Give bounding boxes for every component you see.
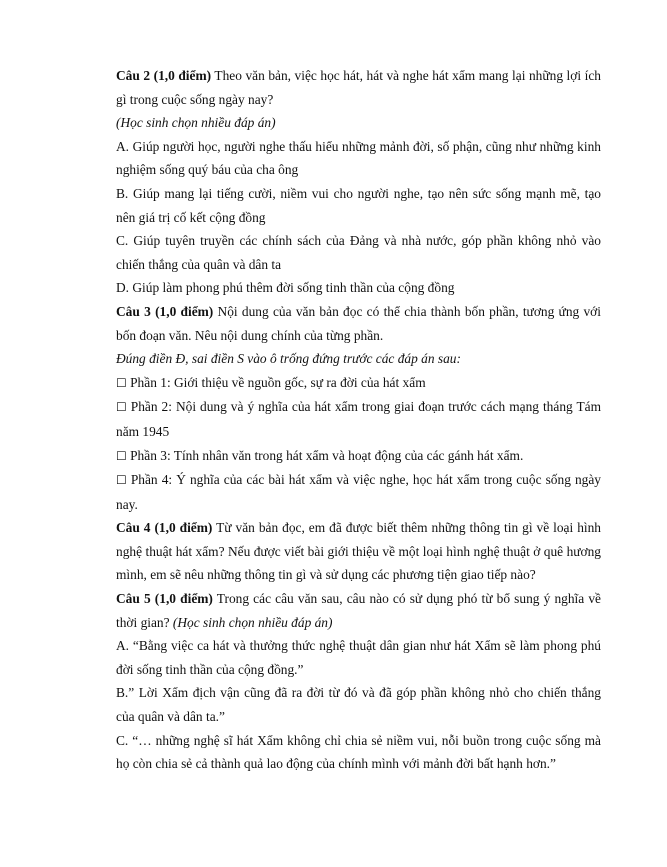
question-2-option-c: C. Giúp tuyên truyền các chính sách của Đảng và nhà nước, góp phần không nhỏ vào chiến thắng của quân và dân ta [116, 233, 601, 272]
question-3-text: Nội dung của văn bản đọc có thể chia thành bốn phần, tương ứng với bốn đoạn văn. Nêu nội dung chính của từng phần. [116, 303, 601, 343]
question-3-part-1-text: Phần 1: Giới thiệu về nguồn gốc, sự ra đời của hát xẩm [126, 374, 426, 390]
question-3-instruction: Đúng điền Đ, sai điền S vào ô trống đứng trước các đáp án sau: [116, 351, 461, 367]
question-3-label: Câu 3 (1,0 điểm) [116, 303, 214, 319]
question-2-text: Theo văn bản, việc học hát, hát và nghe hát xẩm mang lại những lợi ích gì trong cuộc sống ngày nay? [116, 68, 601, 107]
question-3-part-2-text: Phần 2: Nội dung và ý nghĩa của hát xẩm trong giai đoạn trước cách mạng tháng Tám năm 1945 [116, 399, 601, 439]
question-2-label: Câu 2 (1,0 điểm) [116, 68, 212, 83]
question-3 [116, 300, 601, 347]
question-4 [116, 516, 601, 587]
question-3-part-2 [116, 395, 601, 443]
question-5-text: Trong các câu văn sau, câu nào có sử dụng phó từ bổ sung ý nghĩa về thời gian? [116, 591, 601, 630]
question-2-option-a: A. Giúp người học, người nghe thấu hiểu những mảnh đời, số phận, cũng như những kinh nghiệm sống quý báu của cha ông [116, 138, 601, 178]
question-5-option-a: A. “Bằng việc ca hát và thưởng thức nghệ thuật dân gian như hát Xẩm sẽ làm phong phú đời sống tinh thần của cộng đồng.” [116, 638, 601, 677]
question-4-label: Câu 4 (1,0 điểm) [116, 520, 213, 536]
checkbox-icon[interactable]: ☐ [116, 400, 127, 415]
question-2 [116, 64, 601, 111]
question-5-option-b: B.” Lời Xẩm địch vận cũng đã ra đời từ đó và đã góp phần không nhỏ cho chiến thắng của quân và dân ta.” [116, 685, 601, 725]
question-5-note: (Học sinh chọn nhiều đáp án) [172, 614, 333, 630]
question-2-option-b: B. Giúp mang lại tiếng cười, niềm vui cho người nghe, tạo nên sức sống mạnh mẽ, tạo nên giá trị cố kết cộng đồng [116, 185, 601, 225]
question-3-part-3-text: Phần 3: Tính nhân văn trong hát xẩm và hoạt động của các gánh hát xẩm. [126, 447, 524, 463]
question-2-note: (Học sinh chọn nhiều đáp án) [116, 115, 276, 131]
question-3-part-4-text: Phần 4: Ý nghĩa của các bài hát xẩm và việc nghe, học hát xẩm trong cuộc sống ngày nay. [116, 472, 601, 512]
question-5 [116, 587, 601, 634]
question-5-label: Câu 5 (1,0 điểm) [116, 591, 213, 607]
checkbox-icon[interactable]: ☐ [116, 375, 127, 390]
checkbox-icon[interactable]: ☐ [116, 448, 127, 463]
question-2-option-d: D. Giúp làm phong phú thêm đời sống tinh thần của cộng đồng [116, 280, 455, 296]
question-3-part-3 [116, 444, 601, 469]
question-4-text: Từ văn bản đọc, em đã được biết thêm những thông tin gì về loại hình nghệ thuật hát xẩm? Nếu được viết bài giới thiệu về một loại hình nghệ thuật ở quê hương mình, em sẽ nêu những thông tin gì và sử dụng các phương tiện giao tiếp nào? [116, 520, 601, 583]
question-3-part-4 [116, 468, 601, 516]
question-3-part-1 [116, 371, 601, 396]
question-5-option-c: C. “… những nghệ sĩ hát Xẩm không chỉ chia sẻ niềm vui, nỗi buồn trong cuộc sống mà họ còn chia sẻ cả thành quả lao động của chính mình với mảnh đời bất hạnh hơn.” [116, 732, 601, 772]
checkbox-icon[interactable]: ☐ [116, 473, 127, 488]
